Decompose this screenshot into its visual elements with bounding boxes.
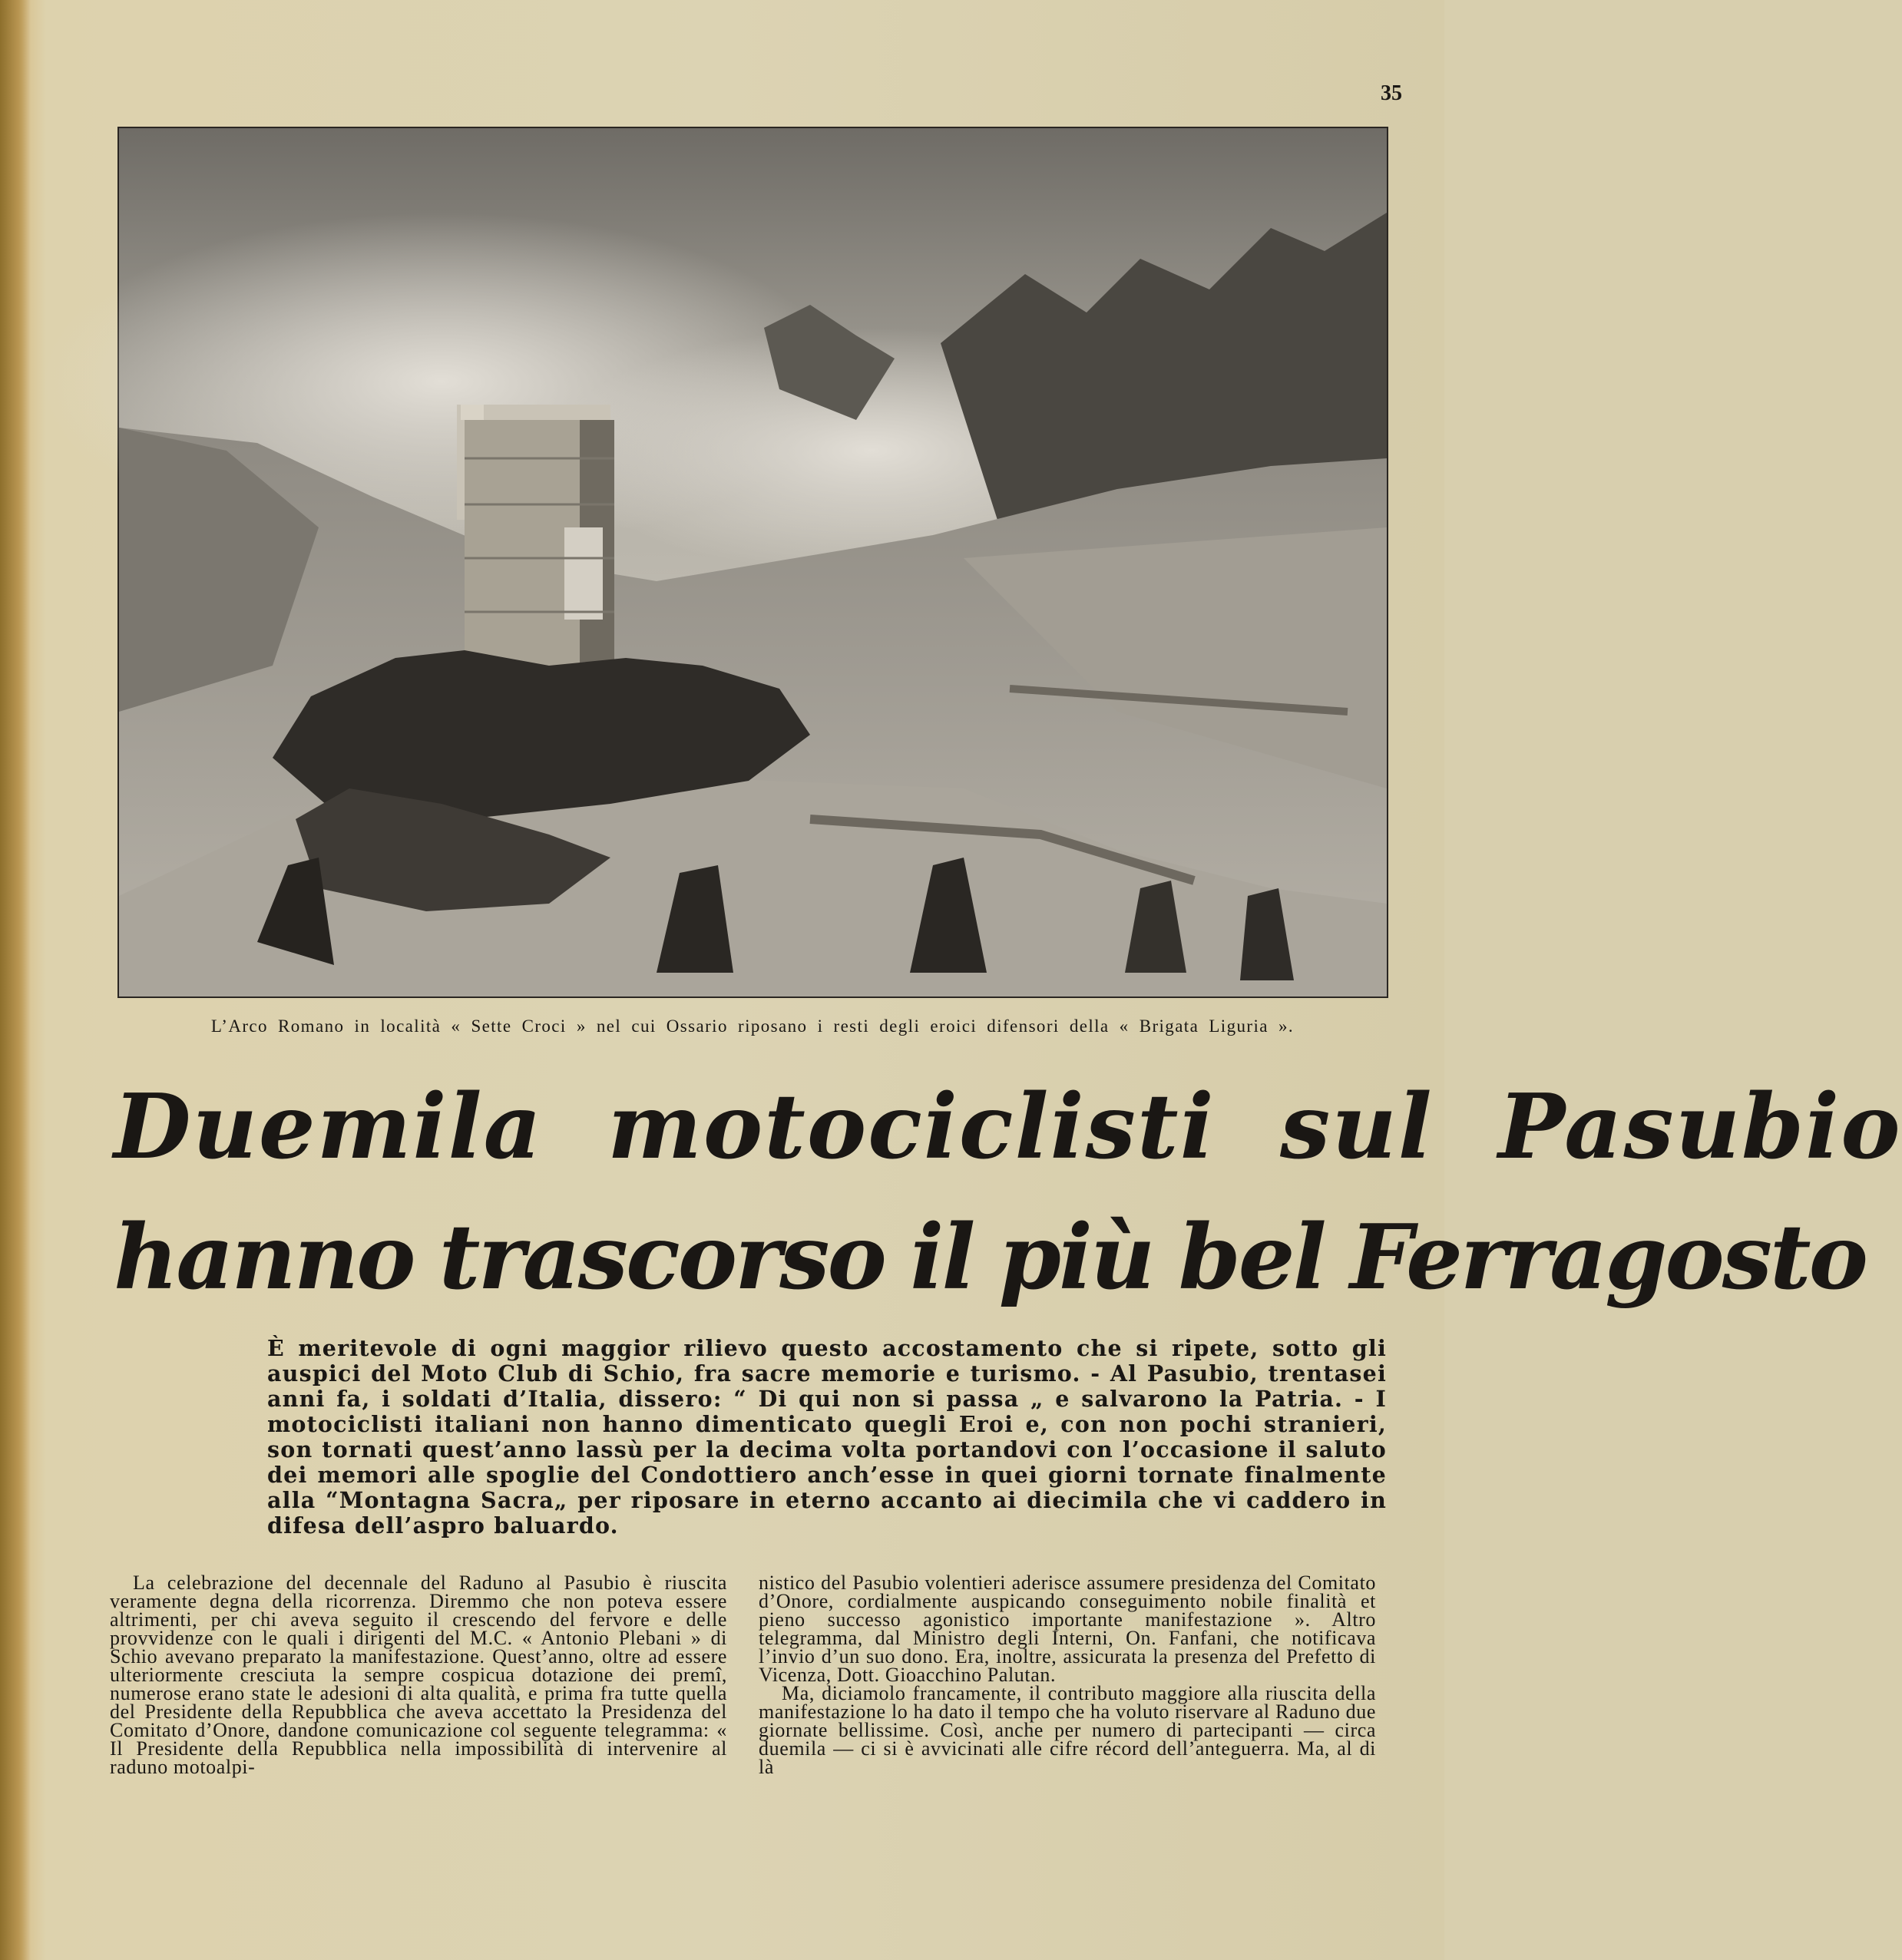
article-paragraph: Ma, diciamolo francamente, il contributo maggiore alla riuscita della manifestazione lo ha dato il tempo che ha voluto riservare al Raduno due giornate bellissime. Così, anche per numero di partecipanti — circa duemila — ci si è avvicinati alle cifre récord dell’anteguerra. Ma, al di là — [759, 1682, 1376, 1778]
lead-paragraph: È meritevole di ogni maggior rilievo questo accostamento che si ripete, sotto gli auspici del Moto Club di Schio, fra sacre memorie e turismo. - Al Pasubio, trentasei anni fa, i soldati d’Italia, dissero: “ Di qui non si passa „ e salvarono la Patria. - I motociclisti italiani non hanno dimenticato quegli Eroi e, con non pochi stranieri, son tornati quest’anno lassù per la decima volta portandovi con l’occasione il saluto dei memori alle spoglie del Condottiero anch’esse in quei giorni tornate finalmente alla “Montagna Sacra„ per riposare in eterno accanto ai diecimila che vi caddero in difesa dell’aspro baluardo. — [267, 1335, 1387, 1539]
page-number: 35 — [1381, 81, 1402, 105]
article-column-right — [759, 1574, 1376, 1777]
photo-monument-crowd — [117, 127, 1388, 998]
page-spine — [0, 0, 31, 1960]
headline-line-1: Duemila motociclisti sul Pasubio — [114, 1075, 1902, 1179]
photo-caption: L’Arco Romano in località « Sette Croci » nel cui Ossario riposano i resti degli eroici difensori della « Brigata Liguria ». — [210, 1016, 1295, 1036]
article-column-left: La celebrazione del decennale del Raduno al Pasubio è riuscita veramente degna della ricorrenza. Diremmo che non poteva essere altrimenti, per chi aveva seguito il crescendo del fervore e delle provvidenze con le quali i dirigenti del M.C. « Antonio Plebani » di Schio avevano preparato la manifestazione. Quest’anno, oltre ad essere ulteriormente cresciuta la sempre cospicua dotazione dei premî, numerose erano state le adesioni di alta qualità, e prima fra tutte quella del Presidente della Repubblica che aveva accettato la Presidenza del Comitato d’Onore, dandone comunicazione col seguente telegramma: « Il Presidente della Repubblica nella impossibilità di intervenire al raduno motoalpi- — [110, 1572, 727, 1778]
headline-line-2: hanno trascorso il più bel Ferragosto — [114, 1205, 1867, 1310]
article-paragraph: nistico del Pasubio volentieri aderisce assumere presidenza del Comitato d’Onore, cordialmente auspicando conseguimento nobile finalità et pieno successo agonistico importante manifestazione ». Altro telegramma, dal Ministro degli Interni, On. Fanfani, che notificava l’invio d’un suo dono. Era, inoltre, assicurata la presenza del Prefetto di Vicenza, Dott. Gioacchino Palutan. — [759, 1572, 1376, 1686]
